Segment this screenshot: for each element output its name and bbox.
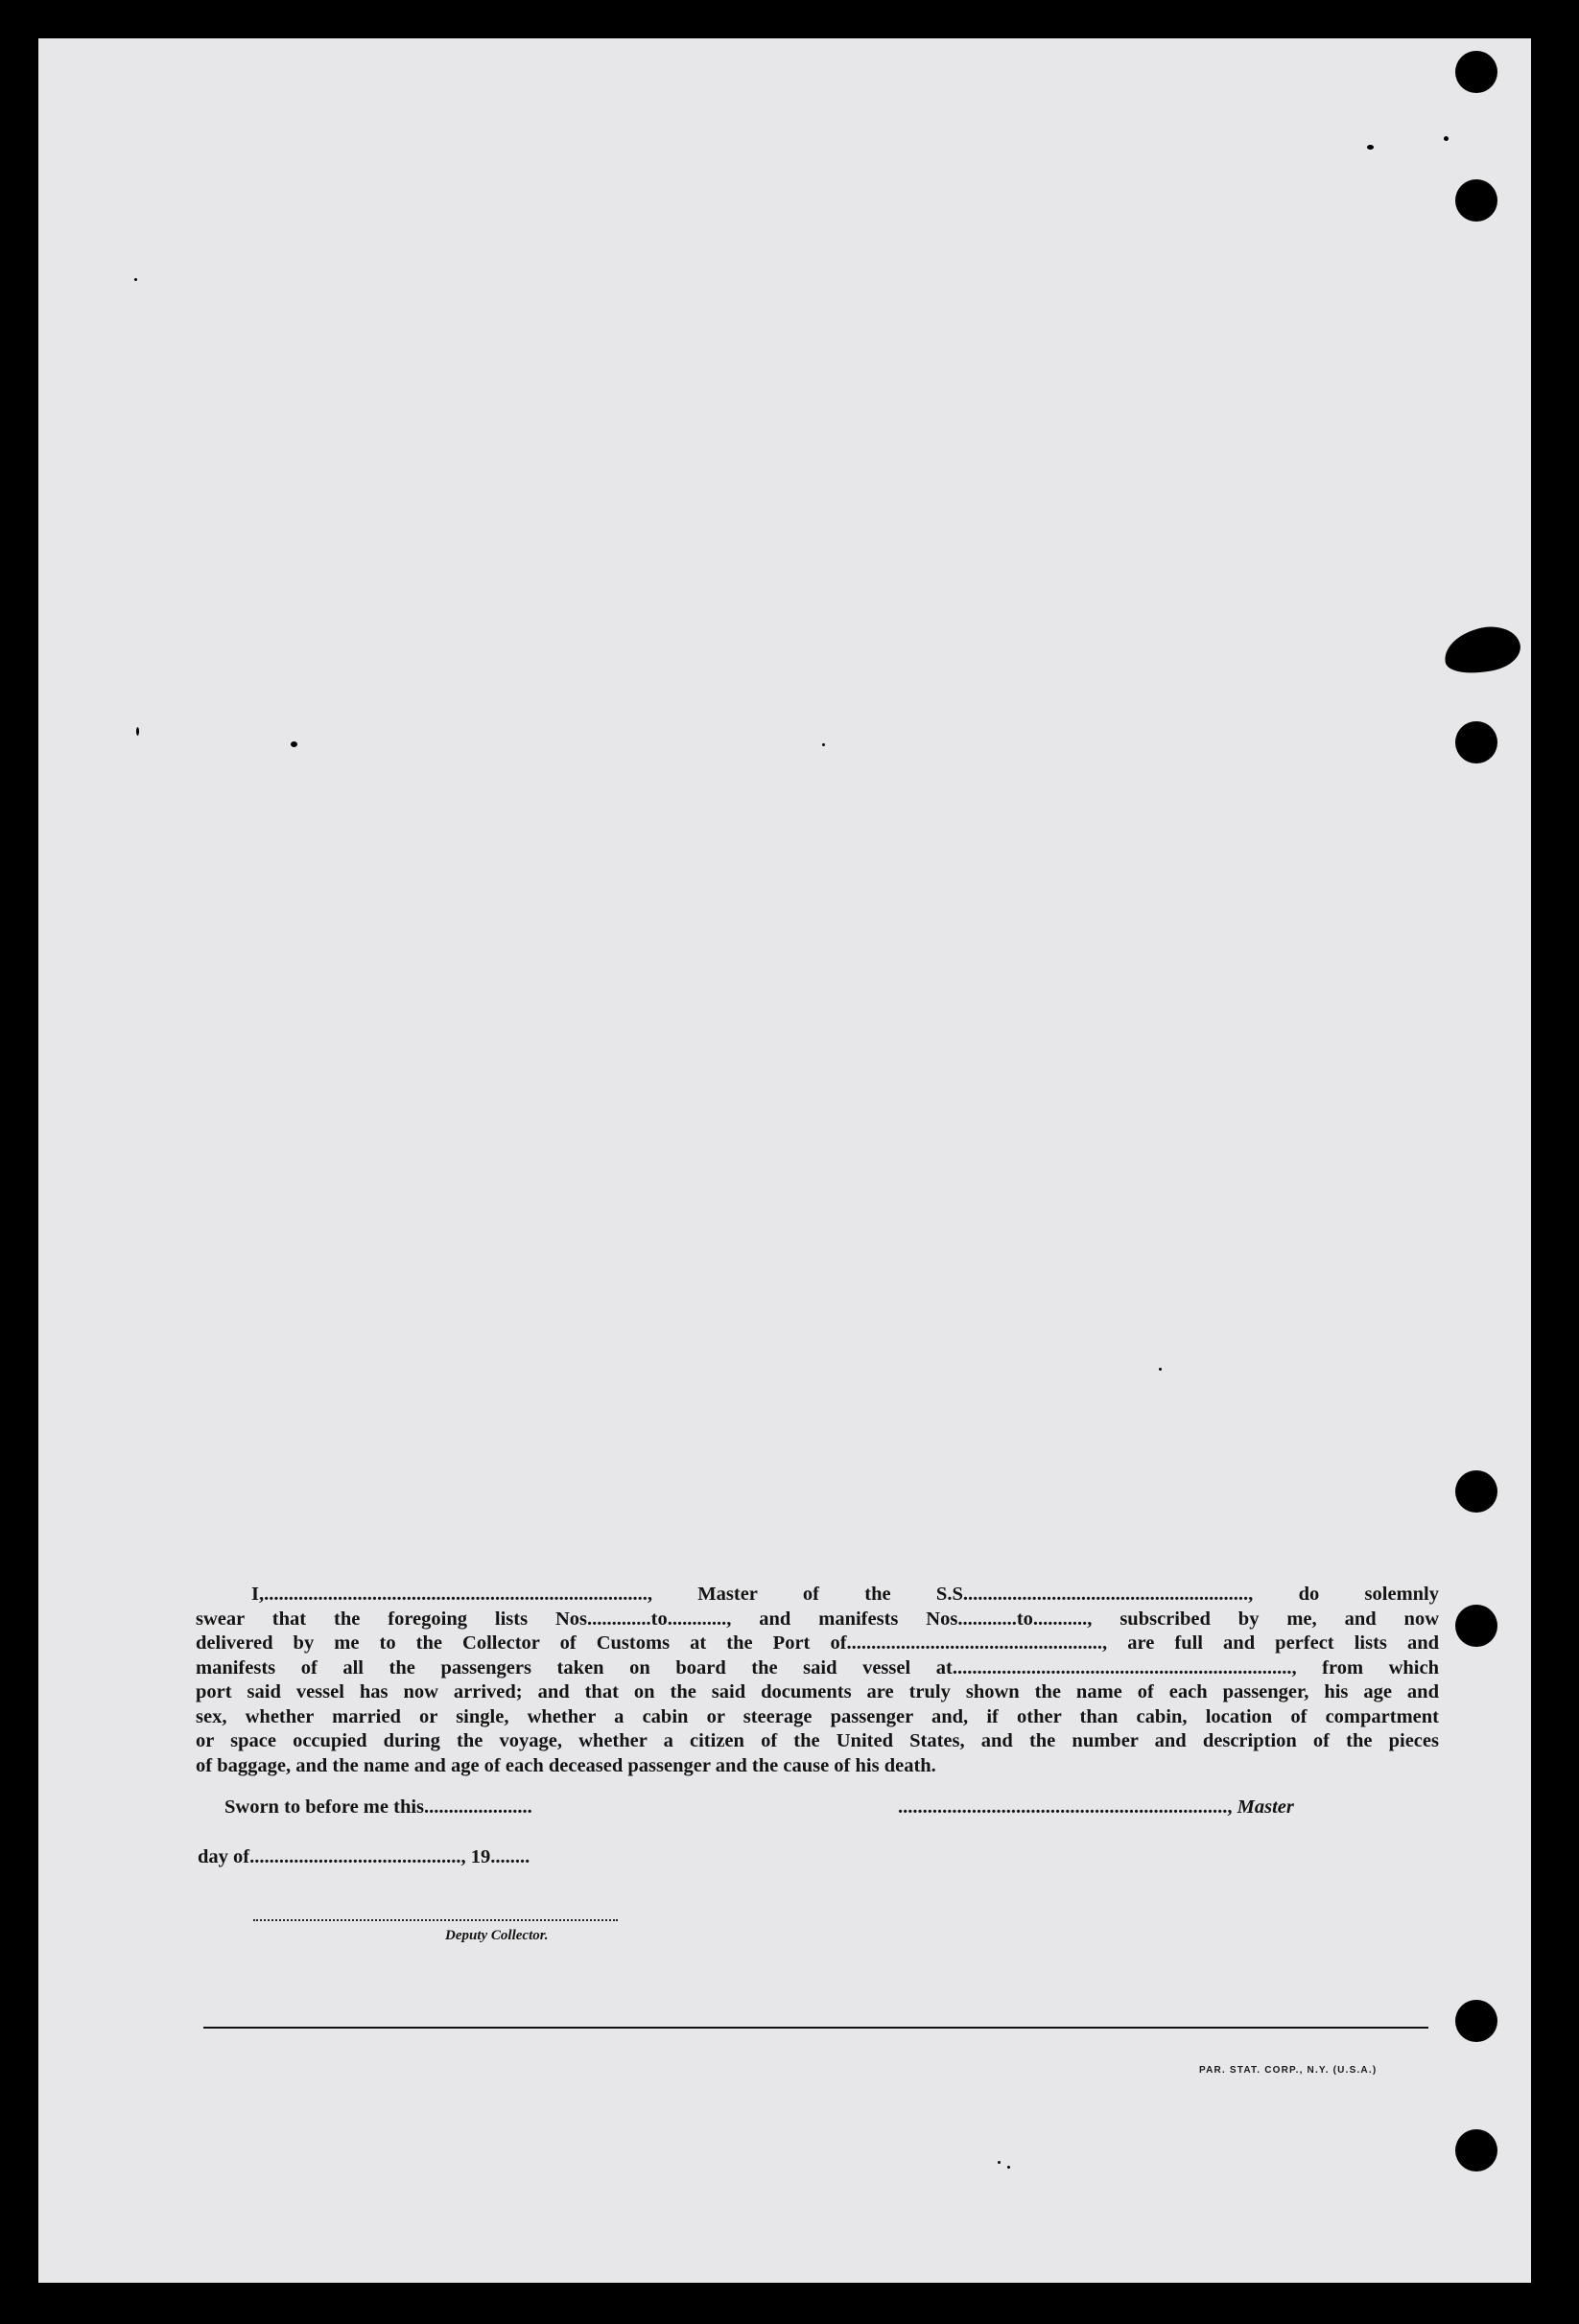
day-of-text: day of..........................................., 19........ <box>198 1846 530 1867</box>
punch-hole-icon <box>1455 51 1497 93</box>
speck-mark <box>134 278 137 281</box>
oath-line: of baggage, and the name and age of each deceased passenger and the cause of his death. <box>196 1754 936 1776</box>
master-label: Master <box>1237 1796 1294 1818</box>
oath-line: delivered by me to the Collector of Customs at the Port of...................................................., are full and perfect lists and <box>196 1632 1439 1654</box>
speck-mark <box>291 741 297 747</box>
speck-mark <box>1444 136 1449 141</box>
form-sheet <box>38 38 1531 2283</box>
punch-hole-icon <box>1455 1470 1497 1513</box>
punch-hole-icon <box>1455 2129 1497 2171</box>
punch-hole-icon <box>1455 721 1497 763</box>
speck-mark <box>1007 2166 1010 2169</box>
oath-line: swear that the foregoing lists Nos.............to............, and manifests Nos............to..........., subscribed by me, and now <box>196 1608 1439 1630</box>
oath-line: port said vessel has now arrived; and that on the said documents are truly shown the name of each passenger, his age and <box>196 1681 1439 1702</box>
punch-hole-icon <box>1455 179 1497 222</box>
sworn-before-field <box>224 1796 532 1819</box>
master-oath-paragraph <box>196 1583 1439 1778</box>
punch-hole-icon <box>1455 1605 1497 1647</box>
torn-corner-icon <box>1440 621 1524 680</box>
deputy-collector-label: Deputy Collector. <box>445 1928 549 1943</box>
deputy-signature-line <box>253 1919 618 1921</box>
date-field <box>198 1846 530 1868</box>
speck-mark <box>998 2161 1001 2164</box>
oath-line: manifests of all the passengers taken on board the said vessel at....................................................................., from which <box>196 1656 1439 1678</box>
oath-line: or space occupied during the voyage, whether a citizen of the United States, and the number and description of the pieces <box>196 1730 1439 1751</box>
master-signature-line: ..................................................................., <box>898 1796 1233 1818</box>
speck-mark <box>1159 1368 1162 1371</box>
oath-line: sex, whether married or single, whether a cabin or steerage passenger and, if other than cabin, location of compartment <box>196 1705 1439 1727</box>
speck-mark <box>1367 145 1374 150</box>
punch-hole-icon <box>1455 2000 1497 2042</box>
printer-imprint: PAR. STAT. CORP., N.Y. (U.S.A.) <box>1199 2065 1378 2076</box>
sworn-before-text: Sworn to before me this...................... <box>224 1796 532 1818</box>
speck-mark <box>822 743 825 746</box>
master-signature-field <box>898 1796 1294 1819</box>
bottom-divider <box>203 2027 1428 2029</box>
speck-mark <box>136 727 139 736</box>
oath-line: I,.............................................................................., Master of the S.S.........................................................., do solemnly <box>251 1584 1439 1605</box>
